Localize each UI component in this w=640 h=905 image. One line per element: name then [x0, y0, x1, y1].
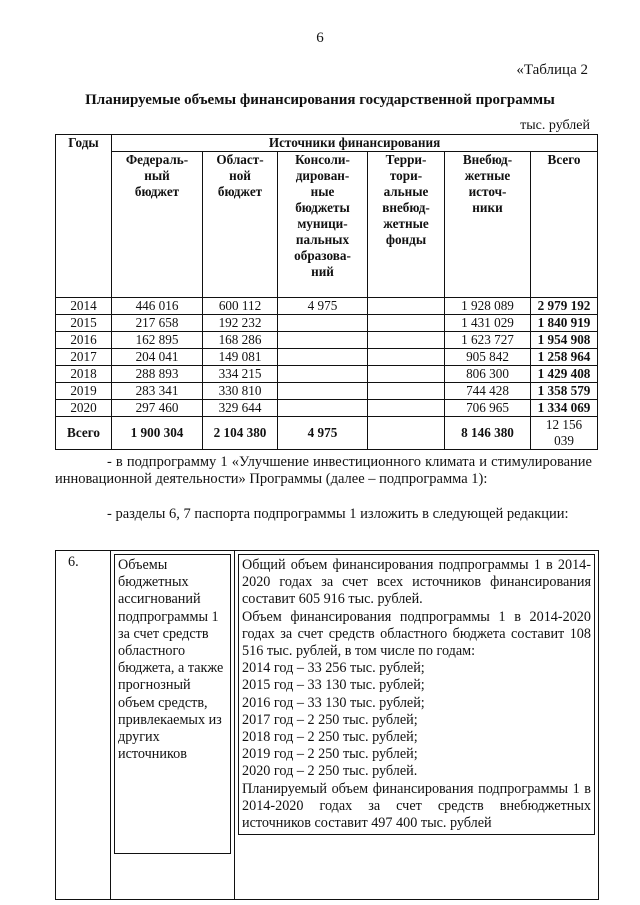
total-cell: 1 334 069 [531, 400, 598, 417]
municipal-cell [278, 383, 368, 400]
year-cell: 2017 [56, 349, 112, 366]
territorial-cell [368, 332, 445, 349]
table-row [56, 349, 598, 366]
sources-header: Источники финансирования [112, 135, 598, 152]
extrabudget-cell: 1 623 727 [445, 332, 531, 349]
col-total: Всего [531, 152, 598, 298]
extrabudget-cell: 1 928 089 [445, 298, 531, 315]
territorial-cell [368, 366, 445, 383]
passport-year-line: 2020 год – 2 250 тыс. рублей. [242, 763, 418, 780]
col-extrabudget: Внебюд- жетные источ- ники [445, 152, 531, 298]
paragraph-subprogram: - в подпрограмму 1 «Улучшение инвестиционного климата и стимулирование инновационной деятельности» Программы (далее – подпрограмма 1): [55, 454, 592, 487]
extrabudget-cell: 8 146 380 [445, 417, 531, 450]
municipal-cell [278, 315, 368, 332]
federal-cell: 283 341 [112, 383, 203, 400]
year-cell: 2020 [56, 400, 112, 417]
year-cell: 2018 [56, 366, 112, 383]
regional-cell: 600 112 [203, 298, 278, 315]
passport-year-line: 2019 год – 2 250 тыс. рублей; [242, 746, 418, 763]
municipal-cell: 4 975 [278, 298, 368, 315]
regional-cell: 329 644 [203, 400, 278, 417]
federal-cell: 288 893 [112, 366, 203, 383]
col-territorial: Терри- тори- альные внебюд- жетные фонды [368, 152, 445, 298]
col-municipal: Консоли- дирован- ные бюджеты муници- пальных образова- ний [278, 152, 368, 298]
passport-label: Объемы бюджетных ассигнований подпрограммы 1 за счет средств областного бюджета, а также прогнозный объем средств, привлекаемых из других источников [114, 554, 231, 854]
passport-text-extrabudget: Планируемый объем финансирования подпрограммы 1 в 2014-2020 годах за счет средств внебюджетных источников составит 497 400 тыс. рублей [242, 780, 591, 832]
federal-cell: 204 041 [112, 349, 203, 366]
regional-cell: 149 081 [203, 349, 278, 366]
extrabudget-cell: 744 428 [445, 383, 531, 400]
municipal-cell [278, 366, 368, 383]
total-cell: 1 358 579 [531, 383, 598, 400]
table-row [56, 332, 598, 349]
territorial-cell [368, 383, 445, 400]
col-federal: Федераль- ный бюджет [112, 152, 203, 298]
extrabudget-cell: 1 431 029 [445, 315, 531, 332]
units-label: тыс. рублей [520, 118, 590, 133]
year-cell: 2016 [56, 332, 112, 349]
regional-cell: 2 104 380 [203, 417, 278, 450]
total-cell: 1 954 908 [531, 332, 598, 349]
col-regional: Област- ной бюджет [203, 152, 278, 298]
municipal-cell: 4 975 [278, 417, 368, 450]
passport-year-line: 2017 год – 2 250 тыс. рублей; [242, 711, 418, 728]
passport-table [55, 550, 599, 900]
passport-number: 6. [56, 551, 111, 900]
municipal-cell [278, 400, 368, 417]
passport-text-total: Общий объем финансирования подпрограммы 1 в 2014-2020 годах за счет всех источников финансирования составит 605 916 тыс. рублей. [242, 557, 591, 608]
municipal-cell [278, 332, 368, 349]
passport-year-line: 2016 год – 33 130 тыс. рублей; [242, 694, 425, 711]
extrabudget-cell: 806 300 [445, 366, 531, 383]
document-title: Планируемые объемы финансирования государственной программы [85, 92, 555, 108]
passport-year-line: 2018 год – 2 250 тыс. рублей; [242, 729, 418, 746]
table-row [56, 383, 598, 400]
federal-cell: 162 895 [112, 332, 203, 349]
federal-cell: 297 460 [112, 400, 203, 417]
total-cell: 12 156 039 [531, 417, 598, 450]
passport-year-line: 2015 год – 33 130 тыс. рублей; [242, 677, 425, 694]
year-cell: 2019 [56, 383, 112, 400]
total-cell: 1 429 408 [531, 366, 598, 383]
year-cell: 2015 [56, 315, 112, 332]
page-number: 6 [316, 30, 324, 46]
total-cell: 2 979 192 [531, 298, 598, 315]
total-cell: 1 840 919 [531, 315, 598, 332]
passport-text-regional: Объем финансирования подпрограммы 1 в 2014-2020 годах за счет средств областного бюджета составит 108 516 тыс. рублей, в том числе по годам: [242, 608, 591, 660]
year-cell: Всего [56, 417, 112, 450]
extrabudget-cell: 706 965 [445, 400, 531, 417]
federal-cell: 1 900 304 [112, 417, 203, 450]
total-cell: 1 258 964 [531, 349, 598, 366]
regional-cell: 334 215 [203, 366, 278, 383]
territorial-cell [368, 315, 445, 332]
federal-cell: 217 658 [112, 315, 203, 332]
table-row [56, 298, 598, 315]
territorial-cell [368, 349, 445, 366]
financing-table [55, 134, 598, 450]
years-header: Годы [56, 135, 112, 298]
passport-content [238, 554, 595, 835]
year-cell: 2014 [56, 298, 112, 315]
regional-cell: 192 232 [203, 315, 278, 332]
table-row [56, 366, 598, 383]
table-label: «Таблица 2 [516, 62, 588, 78]
extrabudget-cell: 905 842 [445, 349, 531, 366]
territorial-cell [368, 417, 445, 450]
table-total-row [56, 417, 598, 450]
regional-cell: 168 286 [203, 332, 278, 349]
territorial-cell [368, 298, 445, 315]
table-row [56, 315, 598, 332]
passport-year-line: 2014 год – 33 256 тыс. рублей; [242, 660, 425, 677]
territorial-cell [368, 400, 445, 417]
table-row [56, 400, 598, 417]
paragraph-sections: - разделы 6, 7 паспорта подпрограммы 1 изложить в следующей редакции: [107, 506, 569, 522]
regional-cell: 330 810 [203, 383, 278, 400]
municipal-cell [278, 349, 368, 366]
federal-cell: 446 016 [112, 298, 203, 315]
